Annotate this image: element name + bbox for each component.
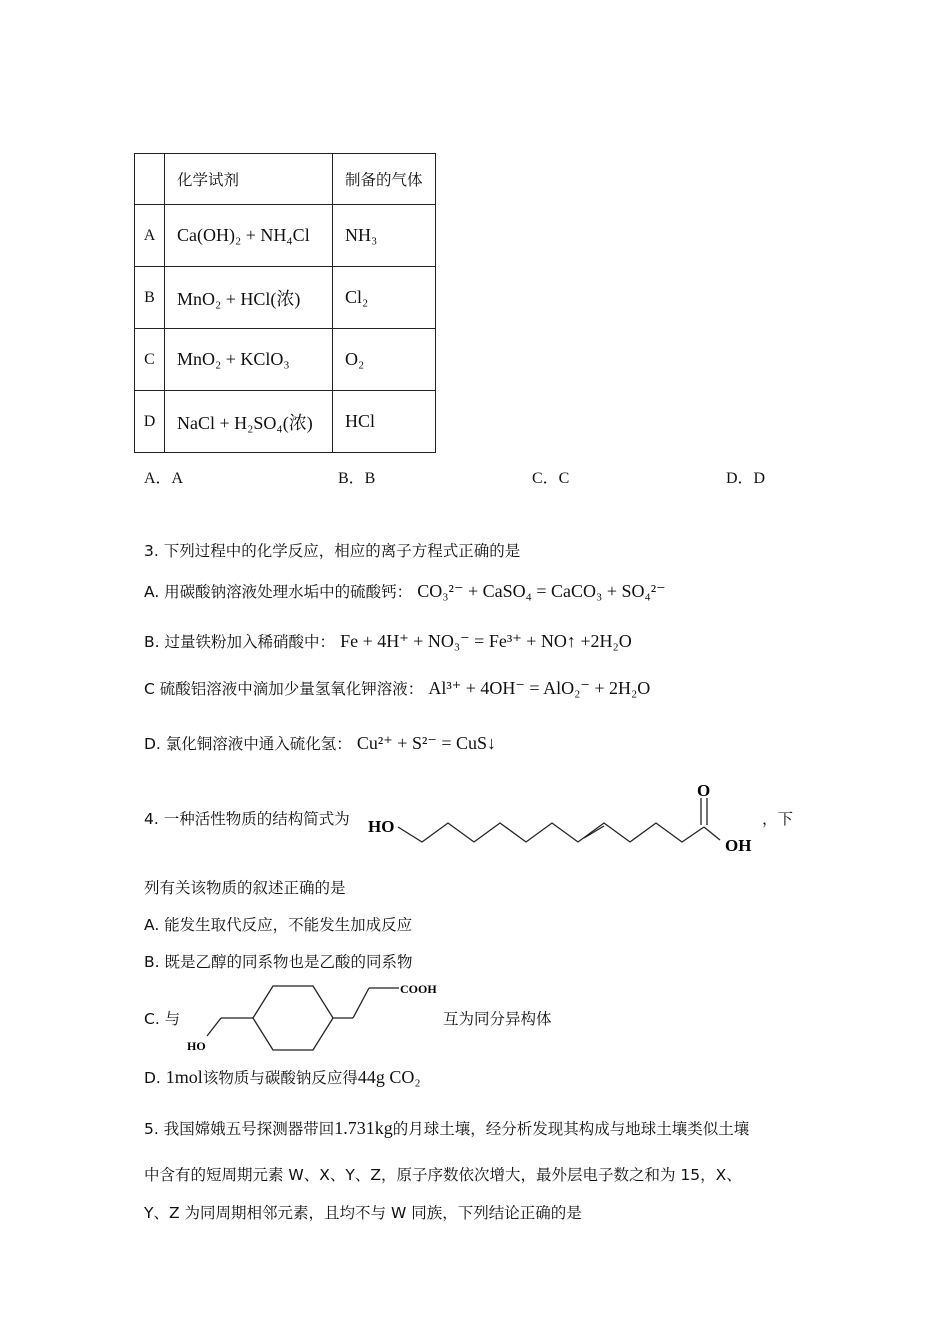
carbon-chain [398, 823, 704, 842]
structure-oh-label: OH [725, 836, 752, 855]
q3-option-c[interactable] [144, 677, 650, 699]
gas-formula: HCl [345, 411, 376, 431]
reagent-formula: NaCl + H₂SO₄(浓) [177, 412, 313, 433]
row-letter: B [135, 267, 165, 329]
gas-formula: O₂ [345, 349, 365, 369]
reagent-formula: MnO₂ + KClO₃ [177, 349, 290, 369]
table-row [135, 391, 436, 453]
q3-option-a-equation: CO₃²⁻ + CaSO₄ = CaCO₃ + SO₄²⁻ [417, 581, 666, 601]
cyclohexane-ring [253, 986, 333, 1050]
q2-option-d[interactable]: D．D [726, 470, 766, 487]
q4-stem-part1: 4. 一种活性物质的结构简式为 [144, 810, 350, 828]
q3-option-c-text: C 硫酸铝溶液中滴加少量氢氧化钾溶液： [144, 680, 424, 698]
table-header-cell [135, 154, 165, 205]
q2-option-b[interactable]: B．B [338, 470, 376, 487]
q3-option-d-text: D. 氯化铜溶液中通入硫化氢： [144, 735, 352, 753]
cyclohexane-isomer-structure [183, 978, 443, 1056]
q5-line-1-suffix: 的月球土壤，经分析发现其构成与地球土壤类似土壤 [392, 1120, 750, 1138]
table-header-cell: 制备的气体 [333, 154, 436, 205]
q4-option-b[interactable]: B. 既是乙醇的同系物也是乙酸的同系物 [144, 953, 413, 971]
reagent-formula: Ca(OH)₂ + NH₄Cl [177, 225, 310, 245]
reagent-table [134, 153, 436, 453]
table-row [135, 205, 436, 267]
row-letter: D [135, 391, 165, 453]
q4-option-d[interactable] [144, 1066, 421, 1088]
q3-option-b-equation: Fe + 4H⁺ + NO₃⁻ = Fe³⁺ + NO↑ +2H₂O [340, 631, 632, 651]
q3-option-d[interactable] [144, 732, 496, 754]
q3-option-d-equation: Cu²⁺ + S²⁻ = CuS↓ [356, 733, 497, 753]
reagent-cell [165, 329, 333, 391]
gas-cell [333, 329, 436, 391]
q4-option-d-mass: 44g CO₂ [357, 1067, 421, 1087]
gas-cell [333, 267, 436, 329]
q4-stem-part2: ，下 [762, 810, 794, 828]
q5-line-1 [144, 1117, 749, 1139]
ring-ho-label: HO [187, 1039, 206, 1053]
q4-option-d-text: 该物质与碳酸钠反应得 [202, 1069, 358, 1087]
reagent-cell [165, 391, 333, 453]
gas-formula: Cl₂ [345, 287, 369, 307]
q3-option-a-text: A. 用碳酸钠溶液处理水垢中的硫酸钙： [144, 583, 413, 601]
table-header-row [135, 154, 436, 205]
table-header-cell: 化学试剂 [165, 154, 333, 205]
q3-stem: 3. 下列过程中的化学反应，相应的离子方程式正确的是 [144, 542, 521, 560]
q3-option-b[interactable] [144, 630, 632, 652]
trans-double-bond [584, 826, 604, 838]
q5-line-1-prefix: 5. 我国嫦娥五号探测器带回 [144, 1120, 335, 1138]
gas-cell [333, 391, 436, 453]
table-row [135, 267, 436, 329]
gas-formula: NH₃ [345, 225, 378, 245]
gas-cell [333, 205, 436, 267]
reagent-formula: MnO₂ + HCl(浓) [177, 288, 301, 309]
reagent-cell [165, 205, 333, 267]
row-letter: C [135, 329, 165, 391]
hydroxyl-bond [704, 827, 720, 840]
q3-option-c-equation: Al³⁺ + 4OH⁻ = AlO₂⁻ + 2H₂O [428, 678, 651, 698]
hydroxy-decenoic-acid-structure [364, 778, 764, 858]
q3-option-a[interactable] [144, 580, 666, 602]
ring-cooh-label: COOH [400, 982, 437, 996]
q2-option-a[interactable]: A．A [144, 470, 184, 487]
q5-line-1-mass: 1.731kg [334, 1118, 393, 1138]
structure-o-label: O [697, 781, 711, 800]
q4-option-c-prefix[interactable]: C. 与 [144, 1010, 181, 1028]
row-letter: A [135, 205, 165, 267]
q2-option-c[interactable]: C．C [532, 470, 570, 487]
q5-line-3: Y、Z 为同周期相邻元素，且均不与 W 同族，下列结论正确的是 [144, 1204, 582, 1222]
q5-line-2: 中含有的短周期元素 W、X、Y、Z，原子序数依次增大，最外层电子数之和为 15，X、 [144, 1166, 742, 1184]
q4-option-d-prefix: D. [144, 1069, 166, 1087]
q4-option-c-suffix: 互为同分异构体 [443, 1010, 552, 1028]
chain-bond [353, 988, 369, 1018]
structure-ho-label: HO [368, 817, 395, 836]
q4-stem-part3: 列有关该物质的叙述正确的是 [144, 879, 346, 897]
reagent-cell [165, 267, 333, 329]
q4-option-d-mol: 1mol [165, 1067, 203, 1087]
ch2-to-oh-bond [207, 1018, 221, 1036]
q3-option-b-text: B. 过量铁粉加入稀硝酸中： [144, 633, 335, 651]
table-row [135, 329, 436, 391]
q4-option-a[interactable]: A. 能发生取代反应，不能发生加成反应 [144, 916, 413, 934]
